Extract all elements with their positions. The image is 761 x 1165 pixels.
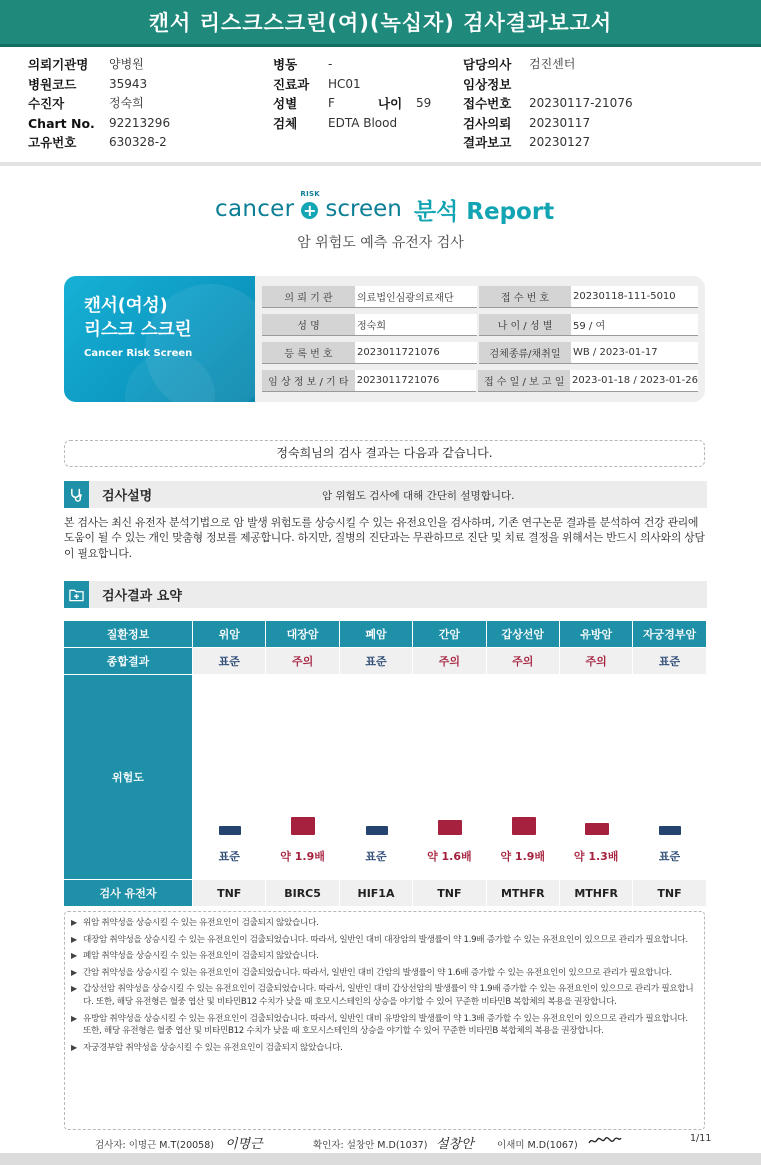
summary-cell: 주의 xyxy=(413,648,486,674)
info-label: 임 상 정 보 / 기 타 xyxy=(262,370,355,392)
header-label-age: 나이 xyxy=(378,96,403,111)
disease-header-cell: 간암 xyxy=(413,621,486,647)
row-header-risk: 위험도 xyxy=(64,675,193,879)
risk-cell xyxy=(193,675,266,879)
summary-cell: 주의 xyxy=(560,648,633,674)
product-name-line2: 리스크 스크린 xyxy=(84,320,192,340)
risk-cell xyxy=(266,675,339,879)
page-number: 1/11 xyxy=(690,1133,712,1144)
header-label: 병동 xyxy=(273,57,298,72)
result-notes-box xyxy=(64,911,705,1130)
header-value: 양병원 xyxy=(109,57,144,71)
confirmer-signature: 설창안 xyxy=(436,1137,474,1152)
risk-label: 표준 xyxy=(365,850,387,863)
info-label: 나 이 / 성 별 xyxy=(479,314,571,336)
header-divider xyxy=(0,162,761,166)
header-label: 성별 xyxy=(273,96,298,111)
header-value: F xyxy=(328,96,335,110)
info-value: 의료법인심광의료재단 xyxy=(355,286,477,308)
header-label: 고유번호 xyxy=(28,135,77,150)
gene-row xyxy=(64,880,707,906)
gene-cell: BIRC5 xyxy=(266,880,339,906)
summary-cell: 표준 xyxy=(340,648,413,674)
doctor2-signature xyxy=(588,1135,622,1150)
disease-header-cell: 자궁경부암 xyxy=(633,621,706,647)
info-row xyxy=(262,342,698,364)
examiner-signature: 이명근 xyxy=(225,1137,263,1152)
gene-cell: HIF1A xyxy=(340,880,413,906)
greeting-box: 정숙희님의 검사 결과는 다음과 같습니다. xyxy=(64,440,705,467)
header-value: 20230117 xyxy=(529,115,591,130)
section-explanation-header xyxy=(64,481,707,508)
risk-bar xyxy=(512,817,536,835)
note-text: 자궁경부암 취약성을 상승시킬 수 있는 유전요인이 검출되지 않았습니다. xyxy=(83,1042,343,1053)
logo-word-report: 분석 Report xyxy=(413,198,555,225)
header-col-3 xyxy=(463,55,633,153)
info-value: 2023011721076 xyxy=(355,370,477,392)
product-name xyxy=(84,294,192,342)
patient-info-grid xyxy=(262,286,698,398)
row-header-summary: 종합결과 xyxy=(64,648,193,674)
table-header-row xyxy=(64,621,707,647)
summary-cell: 주의 xyxy=(266,648,339,674)
note-text: 유방암 취약성을 상승시킬 수 있는 유전요인이 검출되었습니다. 따라서, 일반인 대비 유방암의 발생률이 약 1.3배 증가할 수 있는 유전요인이 있으므로 관리가 필요합니다. 또한, 해당 유전형은 혈중 엽산 및 비타민B12 수치가 낮을 때 호모시스테인의 상승을 야기할 수 있어 꾸준한 비타민B 복합체의 복용을 권장합니다. xyxy=(83,1013,688,1037)
header-label: 수진자 xyxy=(28,96,65,111)
disease-header-cell: 위암 xyxy=(193,621,266,647)
triangle-bullet-icon: ▶ xyxy=(71,1013,77,1023)
triangle-bullet-icon: ▶ xyxy=(71,967,77,977)
note-text: 간암 취약성을 상승시킬 수 있는 유전요인이 검출되었습니다. 따라서, 일반인 대비 간암의 발생률이 약 1.6배 증가할 수 있는 유전요인이 있으므로 관리가 필요합니다. xyxy=(83,967,672,978)
header-label: 결과보고 xyxy=(463,135,512,150)
section-title: 검사설명 xyxy=(102,489,153,504)
product-name-en: Cancer Risk Screen xyxy=(84,348,193,359)
risk-bar xyxy=(291,817,315,835)
header-label: 병원코드 xyxy=(28,76,77,92)
header-label: 임상정보 xyxy=(463,76,512,92)
risk-plus-icon xyxy=(299,190,321,220)
stethoscope-icon xyxy=(64,481,89,508)
note-item xyxy=(71,950,696,963)
examiner-name: 검사자: 이명근 M.T(20058) xyxy=(95,1140,214,1151)
row-header-gene: 검사 유전자 xyxy=(64,880,193,906)
risk-cell xyxy=(560,675,633,879)
summary-row xyxy=(64,648,707,674)
header-label: Chart No. xyxy=(28,115,95,131)
note-text: 갑상선암 취약성을 상승시킬 수 있는 유전요인이 검출되었습니다. 따라서, 일반인 대비 갑상선암의 발생률이 약 1.9배 증가할 수 있는 유전요인이 있으므로 관리가 필요합니다. 또한, 해당 유전형은 혈중 엽산 및 비타민B12 수치가 낮을 때 호모시스테인의 상승을 야기할 수 있어 꾸준한 비타민B 복합체의 복용을 권장합니다. xyxy=(83,984,694,1007)
header-value: 20230127 xyxy=(529,135,591,149)
risk-label: 약 1.9배 xyxy=(280,850,325,863)
note-item xyxy=(71,983,696,1008)
disease-header-cell: 갑상선암 xyxy=(487,621,560,647)
explanation-paragraph: 본 검사는 최신 유전자 분석기법으로 암 발생 위험도를 상승시킬 수 있는 유전요인을 검사하며, 기존 연구논문 결과를 분석하여 건강 관리에 도움이 될 수 있는 개인 맞춤형 정보를 제공합니다. 하지만, 질병의 진단과는 무관하므로 진단 및 치료 결정을 위해서는 반드시 의사와의 상담이 필요합니다. xyxy=(64,516,705,560)
risk-label: 표준 xyxy=(218,850,240,863)
info-label: 성 명 xyxy=(262,314,355,336)
header-value: 92213296 xyxy=(109,115,171,130)
info-label: 등 록 번 호 xyxy=(262,342,355,364)
header-value: 20230117-21076 xyxy=(529,96,633,110)
header-value: 정숙희 xyxy=(109,96,144,110)
note-text: 대장암 취약성을 상승시킬 수 있는 유전요인이 검출되었습니다. 따라서, 일반인 대비 대장암의 발생률이 약 1.9배 증가할 수 있는 유전요인이 있으므로 관리가 필요합니다. xyxy=(83,934,688,945)
info-value: 20230118-111-5010 xyxy=(571,286,698,308)
product-name-line1: 캔서(여성) xyxy=(84,296,168,316)
header-value: HC01 xyxy=(328,76,361,91)
info-row xyxy=(262,286,698,308)
header-label: 담당의사 xyxy=(463,57,512,72)
risk-bar xyxy=(438,820,462,835)
row-header-disease: 질환정보 xyxy=(64,621,193,647)
note-item xyxy=(71,934,696,947)
header-label: 검체 xyxy=(273,115,298,131)
gene-cell: TNF xyxy=(633,880,706,906)
product-badge xyxy=(64,276,255,402)
section-summary-header xyxy=(64,581,707,608)
header-value: EDTA Blood xyxy=(328,115,398,130)
triangle-bullet-icon: ▶ xyxy=(71,918,77,927)
report-title: 캔서 리스크스크린(여)(녹십자) 검사결과보고서 xyxy=(148,11,613,35)
header-value-age: 59 xyxy=(416,96,432,110)
logo-risk-text: RISK xyxy=(300,190,321,198)
info-label: 검체종류/채취일 xyxy=(479,342,571,364)
info-label: 접 수 번 호 xyxy=(479,286,571,308)
info-value: WB / 2023-01-17 xyxy=(571,342,698,364)
risk-cell xyxy=(413,675,486,879)
info-row xyxy=(262,314,698,336)
results-table xyxy=(64,621,707,907)
note-item xyxy=(71,917,696,930)
note-item xyxy=(71,967,696,980)
risk-cell xyxy=(633,675,706,879)
risk-chart-row xyxy=(64,675,707,879)
info-value: 2023-01-18 / 2023-01-26 xyxy=(570,370,698,392)
header-value: 검진센터 xyxy=(529,57,576,71)
disease-header-cell: 유방암 xyxy=(560,621,633,647)
info-label: 의 뢰 기 관 xyxy=(262,286,355,308)
gene-cell: MTHFR xyxy=(487,880,560,906)
note-text: 위암 취약성을 상승시킬 수 있는 유전요인이 검출되지 않았습니다. xyxy=(83,918,319,928)
logo-word-cancer: cancer xyxy=(215,196,295,222)
section-title: 검사결과 요약 xyxy=(102,589,182,604)
header-label: 의뢰기관명 xyxy=(28,57,89,72)
risk-label: 약 1.3배 xyxy=(573,850,619,863)
note-item xyxy=(71,1042,696,1055)
triangle-bullet-icon: ▶ xyxy=(71,934,77,944)
triangle-bullet-icon: ▶ xyxy=(71,984,77,994)
summary-cell: 표준 xyxy=(193,648,266,674)
risk-bar xyxy=(585,823,609,835)
gene-cell: TNF xyxy=(193,880,266,906)
header-col-1 xyxy=(28,55,170,153)
info-value: 59 / 여 xyxy=(571,314,698,336)
header-col-2 xyxy=(273,55,431,133)
triangle-bullet-icon: ▶ xyxy=(71,1042,77,1052)
info-row xyxy=(262,370,698,392)
risk-cell xyxy=(487,675,560,879)
header-value: - xyxy=(328,57,333,71)
header-label: 접수번호 xyxy=(463,96,512,111)
risk-bar xyxy=(219,826,241,835)
medical-folder-icon xyxy=(64,581,89,608)
footer-bar xyxy=(0,1153,761,1165)
note-text: 폐암 취약성을 상승시킬 수 있는 유전요인이 검출되지 않았습니다. xyxy=(83,951,319,962)
header-value: 630328-2 xyxy=(109,135,167,149)
doctor2-name: 이새미 M.D(1067) xyxy=(497,1140,578,1151)
header-label: 검사의뢰 xyxy=(463,115,512,131)
cancer-screen-logo xyxy=(215,191,555,227)
report-subtitle: 암 위험도 예측 유전자 검사 xyxy=(297,235,464,251)
risk-label: 약 1.6배 xyxy=(427,850,472,863)
risk-label: 표준 xyxy=(658,850,681,863)
header-value: 35943 xyxy=(109,76,148,91)
summary-cell: 주의 xyxy=(487,648,560,674)
risk-bar xyxy=(366,826,388,835)
logo-word-screen: screen xyxy=(325,196,402,222)
info-value: 정숙희 xyxy=(355,314,477,336)
report-title-bar xyxy=(0,0,761,47)
risk-bar xyxy=(659,826,681,835)
risk-cell xyxy=(340,675,413,879)
disease-header-cell: 폐암 xyxy=(340,621,413,647)
info-value: 2023011721076 xyxy=(355,342,477,364)
logo-plus: + xyxy=(303,201,317,220)
disease-header-cell: 대장암 xyxy=(266,621,339,647)
confirmer-name: 확인자: 설창안 M.D(1037) xyxy=(313,1140,428,1151)
gene-cell: MTHFR xyxy=(560,880,633,906)
header-label: 진료과 xyxy=(273,76,310,92)
risk-label: 약 1.9배 xyxy=(500,850,546,863)
section-desc: 암 위험도 검사에 대해 간단히 설명합니다. xyxy=(322,490,515,502)
info-label: 접 수 일 / 보 고 일 xyxy=(478,370,570,392)
triangle-bullet-icon: ▶ xyxy=(71,951,77,961)
note-item xyxy=(71,1013,696,1038)
summary-cell: 표준 xyxy=(633,648,706,674)
gene-cell: TNF xyxy=(413,880,486,906)
